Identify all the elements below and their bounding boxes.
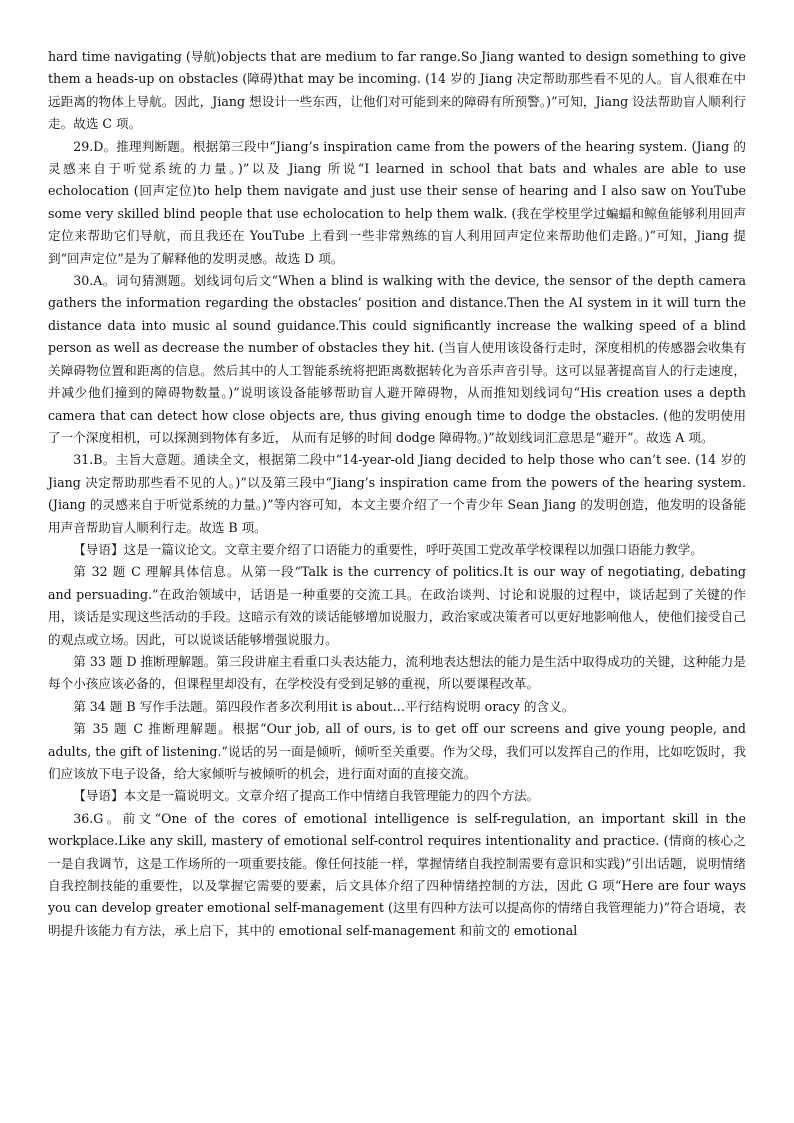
paragraph-q29: 29.D。推理判断题。根据第三段中“Jiang’s inspiration came from the powers of the hearing system. (Jiang 的灵感来自于听觉系统的力量。)”以及 Jiang 所说“I learned in school that bats and whales are able to use echolocation (回声定位)to help them navigate and just use their sense of hearing and I also saw on YouTube some very skilled blind people that use echolocation to help them walk. (我在学校里学过蝙蝠和鲸鱼能够利用回声定位来帮助它们导航，而且我还在 YouTube 上看到一些非常熟练的盲人利用回声定位来帮助他们走路。)”可知，Jiang 提到“回声定位”是为了解释他的发明灵感。故选 D 项。	[48, 138, 746, 266]
paragraph-guide-emotion: 【导语】本文是一篇说明文。文章介绍了提高工作中情绪自我管理能力的四个方法。	[73, 788, 540, 804]
answer-explanation-page	[48, 46, 746, 942]
paragraph-guide-oracy: 【导语】这是一篇议论文。文章主要介绍了口语能力的重要性，呼吁英国工党改革学校课程以加强口语能力教学。	[73, 541, 703, 557]
paragraph-q35: 第 35 题 C 推断理解题。根据“Our job, all of ours, is to get off our screens and give young people, and adults, the gift of listening.”说话的另一面是倾听，倾听至关重要。作为父母，我们可以发挥自己的作用，比如吃饭时，我们应该放下电子设备，给大家倾听与被倾听的机会，进行面对面的直接交流。	[48, 721, 746, 781]
paragraph-q32: 第 32 题 C 理解具体信息。从第一段“Talk is the currency of politics.It is our way of negotiating, debating and persuading.”在政治领域中，话语是一种重要的交流工具。在政治谈判、讨论和说服的过程中，谈话起到了关键的作用，谈话是实现这些活动的手段。这暗示有效的谈话能够增加说服力，政治家或决策者可以更好地影响他人，使他们接受自己的观点或立场。因此，可以说谈话能够增强说服力。	[48, 564, 746, 647]
paragraph-q30: 30.A。词句猜测题。划线词句后文“When a blind is walking with the device, the sensor of the depth camera gathers the information regarding the obstacles’ position and distance.Then the AI system in it will turn the distance data into music al sound guidance.This could significantly increase the walking speed of a blind person as well as decrease the number of obstacles they hit. (当盲人使用该设备行走时，深度相机的传感器会收集有关障碍物位置和距离的信息。然后其中的人工智能系统将把距离数据转化为音乐声音引导。这可以显著提高盲人的行走速度，并减少他们撞到的障碍物数量。)”说明该设备能够帮助盲人避开障碍物，从而推知划线词句“His creation uses a depth camera that can detect how close objects are, thus giving enough time to dodge the obstacles. (他的发明使用了一个深度相机，可以探测到物体有多近， 从而有足够的时间 dodge 障碍物。)”故划线词汇意思是“避开”。故选 A 项。	[48, 273, 746, 445]
paragraph-q33: 第 33 题 D 推断理解题。第三段讲雇主看重口头表达能力，流利地表达想法的能力是生活中取得成功的关键，这种能力是每个小孩应该必备的，但课程里却没有，在学校没有受到足够的重视，所以要课程改革。	[48, 653, 746, 692]
paragraph-q31: 31.B。主旨大意题。通读全文，根据第二段中“14-year-old Jiang decided to help those who can’t see. (14 岁的 Jiang 决定帮助那些看不见的人。)”以及第三段中“Jiang’s inspiration came from the powers of the hearing system. (Jiang 的灵感来自于听觉系统的力量。)”等内容可知，本文主要介绍了一个青少年 Sean Jiang 的发明创造，他发明的设备能用声音帮助盲人顺利行走。故选 B 项。	[48, 452, 746, 535]
paragraph-q28-continued: hard time navigating (导航)objects that are medium to far range.So Jiang wanted to design something to give them a heads-up on obstacles (障碍)that may be incoming. (14 岁的 Jiang 决定帮助那些看不见的人。盲人很难在中远距离的物体上导航。因此，Jiang 想设计一些东西，让他们对可能到来的障碍有所预警。)”可知，Jiang 设法帮助盲人顺利行走。故选 C 项。	[48, 49, 746, 132]
paragraph-q34: 第 34 题 B 写作手法题。第四段作者多次利用it is about…平行结构说明 oracy 的含义。	[73, 698, 575, 714]
paragraph-q36: 36.G。前文“One of the cores of emotional intelligence is self-regulation, an important skill in the workplace.Like any skill, mastery of emotional self-control requires intentionality and practice. (情商的核心之一是自我调节，这是工作场所的一项重要技能。像任何技能一样，掌握情绪自我控制需要有意识和实践)”引出话题，说明情绪自我控制技能的重要性，以及掌握它需要的要素，后文具体介绍了四种情绪控制的方法，因此 G 项“Here are four ways you can develop greater emotional self-management (这里有四种方法可以提高你的情绪自我管理能力)”符合语境，表明提升该能力有方法，承上启下，其中的 emotional self-management 和前文的 emotional	[48, 810, 746, 938]
